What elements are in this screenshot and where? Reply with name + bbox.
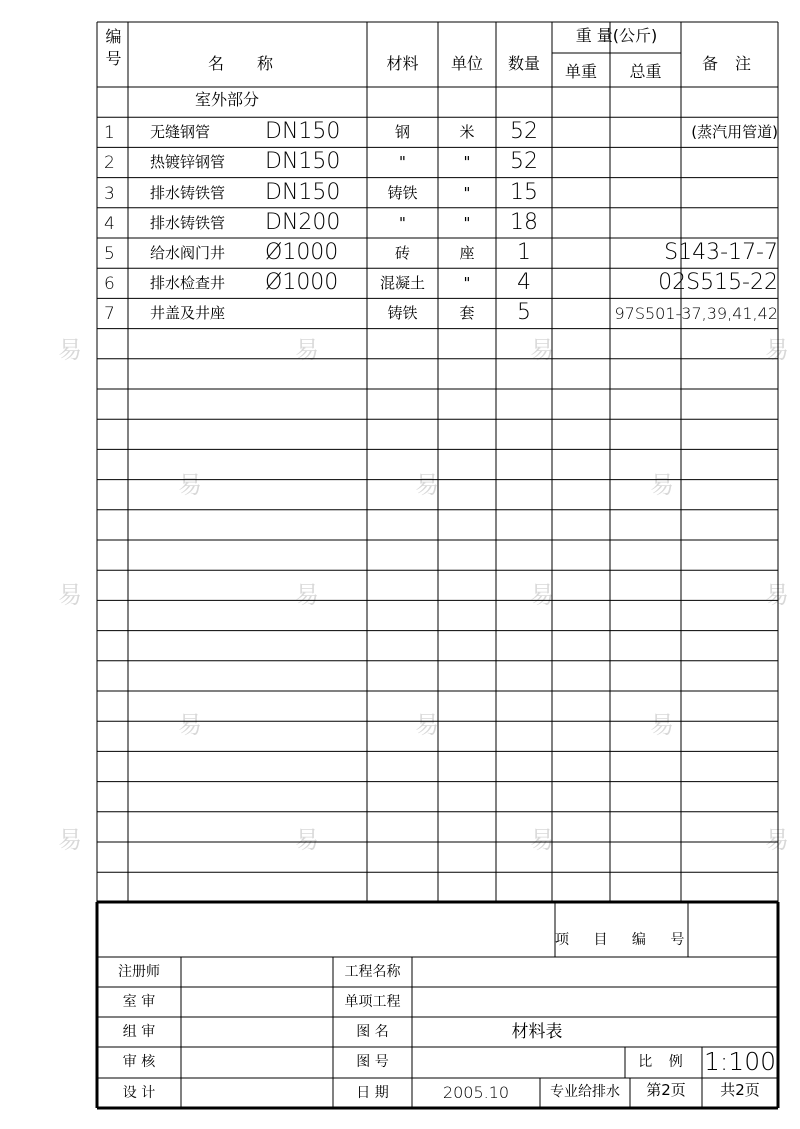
watermark-glyph: 易 [530,581,554,609]
row-qty: 4 [517,270,531,296]
section-label: 室外部分 [195,90,260,109]
drawing-name: 材料表 [511,1022,563,1042]
row-no: 7 [104,304,115,325]
titleblock-left-label: 审 核 [122,1054,156,1070]
row-material: " [399,153,406,172]
watermark-glyph: 易 [178,471,202,499]
watermark-glyph: 易 [650,711,674,739]
row-qty: 15 [510,179,538,205]
watermark-glyph: 易 [765,826,789,854]
row-spec: Ø1000 [265,270,339,296]
header-total-weight: 总重 [629,62,662,81]
row-no: 2 [104,153,115,174]
row-material: " [399,213,406,232]
row-name: 热镀锌钢管 [150,153,226,172]
row-unit: 套 [459,304,475,323]
scale-label: 比 例 [638,1054,689,1070]
row-qty: 1 [517,240,531,265]
watermark-glyph: 易 [295,581,319,609]
row-qty: 5 [517,300,531,326]
row-material: 砖 [394,244,410,262]
row-material: 铸铁 [387,183,418,202]
watermark-glyph: 易 [295,336,319,364]
titleblock-mid-label: 图 号 [356,1054,389,1070]
header-material: 材料 [386,54,419,73]
titleblock-mid-label: 工程名称 [344,964,401,980]
watermark-glyph: 易 [530,336,554,364]
watermark-glyph: 易 [178,711,202,739]
row-name: 排水铸铁管 [150,213,226,232]
watermark-glyph: 易 [58,581,82,609]
header-remark: 备 注 [701,54,758,73]
row-unit: 座 [459,244,475,262]
header-qty: 数量 [507,54,540,73]
watermark-glyph: 易 [765,336,789,364]
row-material: 混凝土 [379,274,425,293]
watermark-glyph: 易 [530,826,554,854]
row-qty: 18 [510,209,538,235]
row-material: 钢 [394,123,410,142]
row-spec: DN200 [265,209,341,235]
row-qty: 52 [510,149,538,175]
titleblock-left-label: 组 审 [122,1024,156,1040]
header-no: 编号 [103,28,122,72]
watermark-glyph: 易 [765,581,789,609]
row-name: 排水检查井 [150,274,226,293]
row-name: 给水阀门井 [150,244,226,262]
row-spec: DN150 [265,179,341,205]
header-unit: 单位 [450,54,483,73]
watermark-glyph: 易 [415,471,439,499]
watermark-glyph: 易 [295,826,319,854]
header-weight: 重 量(公斤) [575,26,658,45]
row-remark: 97S501-37,39,41,42 [614,304,778,324]
watermark-glyph: 易 [650,471,674,499]
titleblock-left-label: 注册师 [118,964,160,980]
row-no: 3 [104,183,115,204]
row-unit: " [463,213,471,232]
row-material: 铸铁 [387,304,418,323]
row-spec: DN150 [265,149,341,175]
titleblock-mid-label: 图 名 [356,1024,389,1040]
watermark-glyph: 易 [58,826,82,854]
row-remark: 02S515-22 [658,270,778,296]
row-spec: Ø1000 [265,240,339,265]
project-number-label: 项 目 编 号 [555,932,695,948]
row-qty: 52 [510,119,538,145]
row-name: 排水铸铁管 [150,183,226,202]
row-no: 4 [104,213,115,234]
titleblock-mid-label: 单项工程 [344,994,401,1010]
watermark-glyph: 易 [58,336,82,364]
header-name: 名 称 [207,54,288,73]
row-remark: (蒸汽用管道) [691,123,778,142]
page-number: 第2页 [646,1081,686,1099]
row-no: 6 [104,274,115,295]
titleblock-mid-label: 日 期 [356,1085,389,1101]
row-unit: " [463,183,471,202]
row-no: 5 [104,244,115,264]
row-unit: " [463,274,471,293]
row-name: 井盖及井座 [150,304,226,323]
row-name: 无缝钢管 [150,123,211,142]
discipline: 专业给排水 [550,1084,620,1100]
header-unit-weight: 单重 [564,62,597,81]
date-value: 2005.10 [442,1083,510,1102]
row-no: 1 [104,123,115,144]
titleblock-left-label: 设 计 [122,1085,156,1101]
watermark-glyph: 易 [415,711,439,739]
titleblock-left-label: 室 审 [122,994,156,1010]
row-unit: " [463,153,471,172]
row-unit: 米 [459,123,475,142]
total-pages: 共2页 [720,1081,760,1099]
row-spec: DN150 [265,119,341,145]
scale-value: 1:100 [703,1047,777,1076]
row-remark: S143-17-7 [664,240,778,265]
